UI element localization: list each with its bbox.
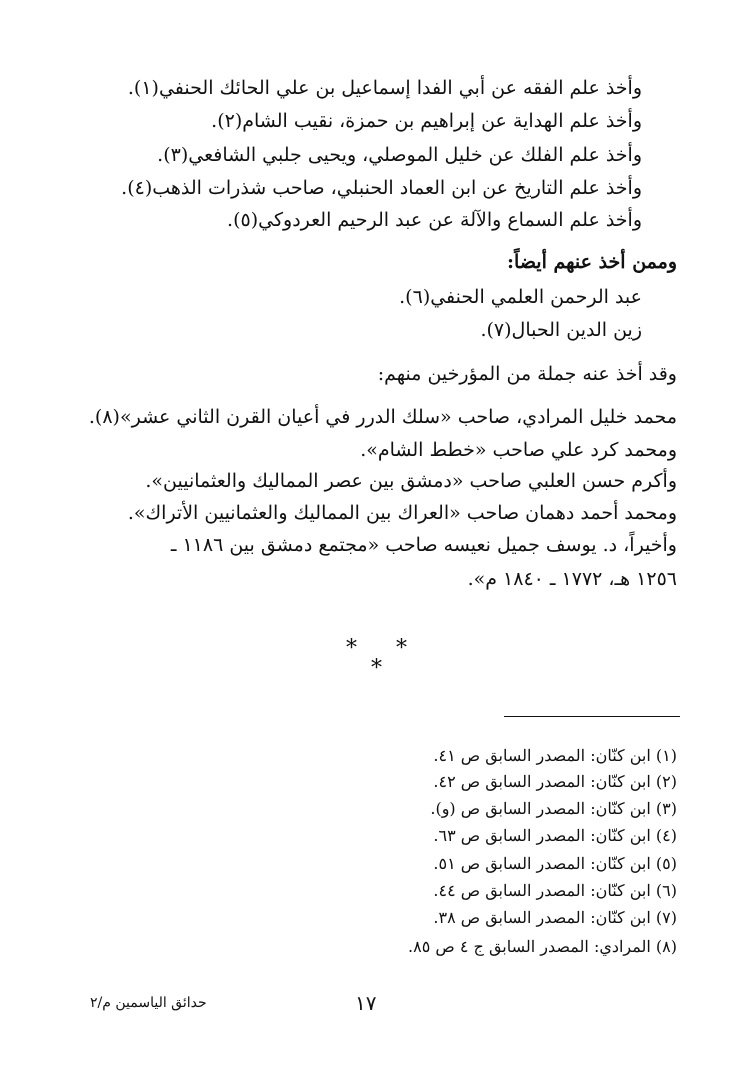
historian-line-3: وأكرم حسن العلبي صاحب «دمشق بين عصر المماليك والعثمانيين». <box>145 470 677 492</box>
student-line-2: زين الدين الحبال(٧). <box>480 319 642 341</box>
footnote-5: (٥) ابن كنّان: المصدر السابق ص ٥١. <box>433 854 677 873</box>
student-line-1: عبد الرحمن العلمي الحنفي(٦). <box>399 286 642 308</box>
historian-line-4: ومحمد أحمد دهمان صاحب «العراك بين المماليك والعثمانيين الأتراك». <box>127 502 677 524</box>
page-number: ١٧ <box>355 991 377 1015</box>
section-heading-taught: وممن أخذ عنهم أيضاً: <box>507 251 677 273</box>
body-line-2: وأخذ علم الهداية عن إبراهيم بن حمزة، نقيب الشام(٢). <box>211 110 642 132</box>
historian-line-2: ومحمد كرد علي صاحب «خطط الشام». <box>360 439 677 461</box>
body-line-5: وأخذ علم السماع والآلة عن عبد الرحيم العردوكي(٥). <box>227 209 642 231</box>
historian-line-5: وأخيراً، د. يوسف جميل نعيسه صاحب «مجتمع دمشق بين ١١٨٦ ـ <box>170 534 677 556</box>
book-signature: حدائق الياسمين م/٢ <box>90 995 207 1011</box>
footnote-8: (٨) المرادي: المصدر السابق ج ٤ ص ٨٥. <box>408 937 677 956</box>
historian-line-6: ١٢٥٦ هـ، ١٧٧٢ ـ ١٨٤٠ م». <box>467 568 677 590</box>
footnote-3: (٣) ابن كنّان: المصدر السابق ص (و). <box>430 799 677 818</box>
historian-line-1: محمد خليل المرادي، صاحب «سلك الدرر في أعيان القرن الثاني عشر»(٨). <box>88 406 677 428</box>
section-separator: * * * <box>346 636 407 681</box>
body-line-1: وأخذ علم الفقه عن أبي الفدا إسماعيل بن علي الحائك الحنفي(١). <box>127 77 642 99</box>
footnote-7: (٧) ابن كنّان: المصدر السابق ص ٣٨. <box>433 908 677 927</box>
footnote-6: (٦) ابن كنّان: المصدر السابق ص ٤٤. <box>433 881 677 900</box>
footnote-divider <box>504 716 680 717</box>
footnote-2: (٢) ابن كنّان: المصدر السابق ص ٤٢. <box>433 772 677 791</box>
footnote-1: (١) ابن كنّان: المصدر السابق ص ٤١. <box>433 746 677 765</box>
section-heading-historians: وقد أخذ عنه جملة من المؤرخين منهم: <box>377 363 677 385</box>
body-line-4: وأخذ علم التاريخ عن ابن العماد الحنبلي، صاحب شذرات الذهب(٤). <box>121 177 642 199</box>
footnote-4: (٤) ابن كنّان: المصدر السابق ص ٦٣. <box>433 826 677 845</box>
body-line-3: وأخذ علم الفلك عن خليل الموصلي، ويحيى جلبي الشافعي(٣). <box>157 144 642 166</box>
